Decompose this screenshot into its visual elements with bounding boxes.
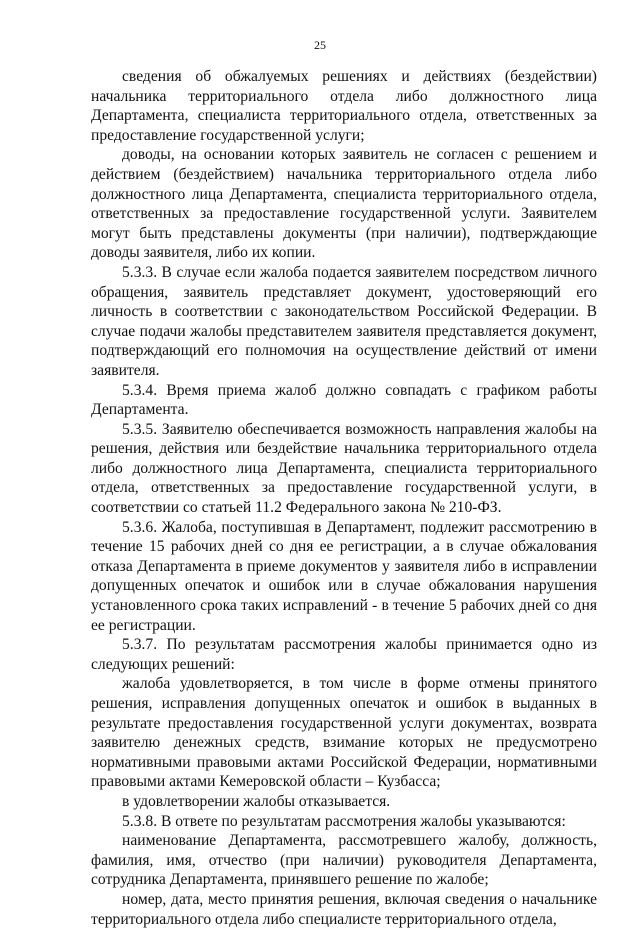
paragraph-decision-details: номер, дата, место принятия решения, включая сведения о начальнике территориального отдела либо специалисте территориального отдела, — [91, 890, 597, 928]
paragraph-complaint-satisfied: жалоба удовлетворяется, в том числе в форме отмены принятого решения, исправления допущенных опечаток и ошибок в выданных в результате предоставления государственной услуги документах, возврата заявителю денежных средств, взимание которых не предусмотрено нормативными правовыми актами Российской Федерации, нормативными правовыми актами Кемеровской области – Кузбасса; — [91, 675, 597, 791]
paragraph-complaint-rejected: в удовлетворении жалобы отказывается. — [122, 792, 391, 810]
paragraph-5-3-4: 5.3.4. Время приема жалоб должно совпадать с графиком работы Департамента. — [91, 381, 597, 419]
paragraph-5-3-8: 5.3.8. В ответе по результатам рассмотрения жалобы указываются: — [122, 812, 566, 830]
document-body — [91, 67, 597, 929]
paragraph-5-3-7: 5.3.7. По результатам рассмотрения жалобы принимается одно из следующих решений: — [91, 636, 597, 673]
paragraph-5-3-6: 5.3.6. Жалоба, поступившая в Департамент, подлежит рассмотрению в течение 15 рабочих дней со дня ее регистрации, а в случае обжалования отказа Департамента в приеме документов у заявителя либо в исправлении допущенных опечаток и ошибок или в случае обжалования нарушения установленного срока таких исправлений - в течение 5 рабочих дней со дня ее регистрации. — [91, 518, 597, 634]
paragraph-5-3-3: 5.3.3. В случае если жалоба подается заявителем посредством личного обращения, заявитель представляет документ, удостоверяющий его личность в соответствии с законодательством Российской Федерации. В случае подачи жалобы представителем заявителя представляется документ, подтверждающий его полномочия на осуществление действий от имени заявителя. — [91, 263, 597, 379]
paragraph-applicant-arguments: доводы, на основании которых заявитель не согласен с решением и действием (бездействием) начальника территориального отдела либо должностного лица Департамента, специалиста территориального отдела, ответственных за предоставление государственной услуги. Заявителем могут быть представлены документы (при наличии), подтверждающие доводы заявителя, либо их копии. — [91, 146, 597, 262]
paragraph-appealed-decisions-info: сведения об обжалуемых решениях и действиях (бездействии) начальника территориального отдела либо должностного лица Департамента, специалиста территориального отдела, ответственных за предоставление государственной услуги; — [91, 68, 597, 144]
paragraph-department-name: наименование Департамента, рассмотревшего жалобу, должность, фамилия, имя, отчество (при наличии) руководителя Департамента, сотрудника Департамента, принявшего решение по жалобе; — [91, 832, 597, 889]
paragraph-5-3-5: 5.3.5. Заявителю обеспечивается возможность направления жалобы на решения, действия или бездействие начальника территориального отдела либо должностного лица Департамента, специалиста территориального отдела, ответственных за предоставление государственной услуги, в соответствии со статьей 11.2 Федерального закона № 210-ФЗ. — [91, 420, 597, 517]
page-number: 25 — [314, 38, 326, 52]
